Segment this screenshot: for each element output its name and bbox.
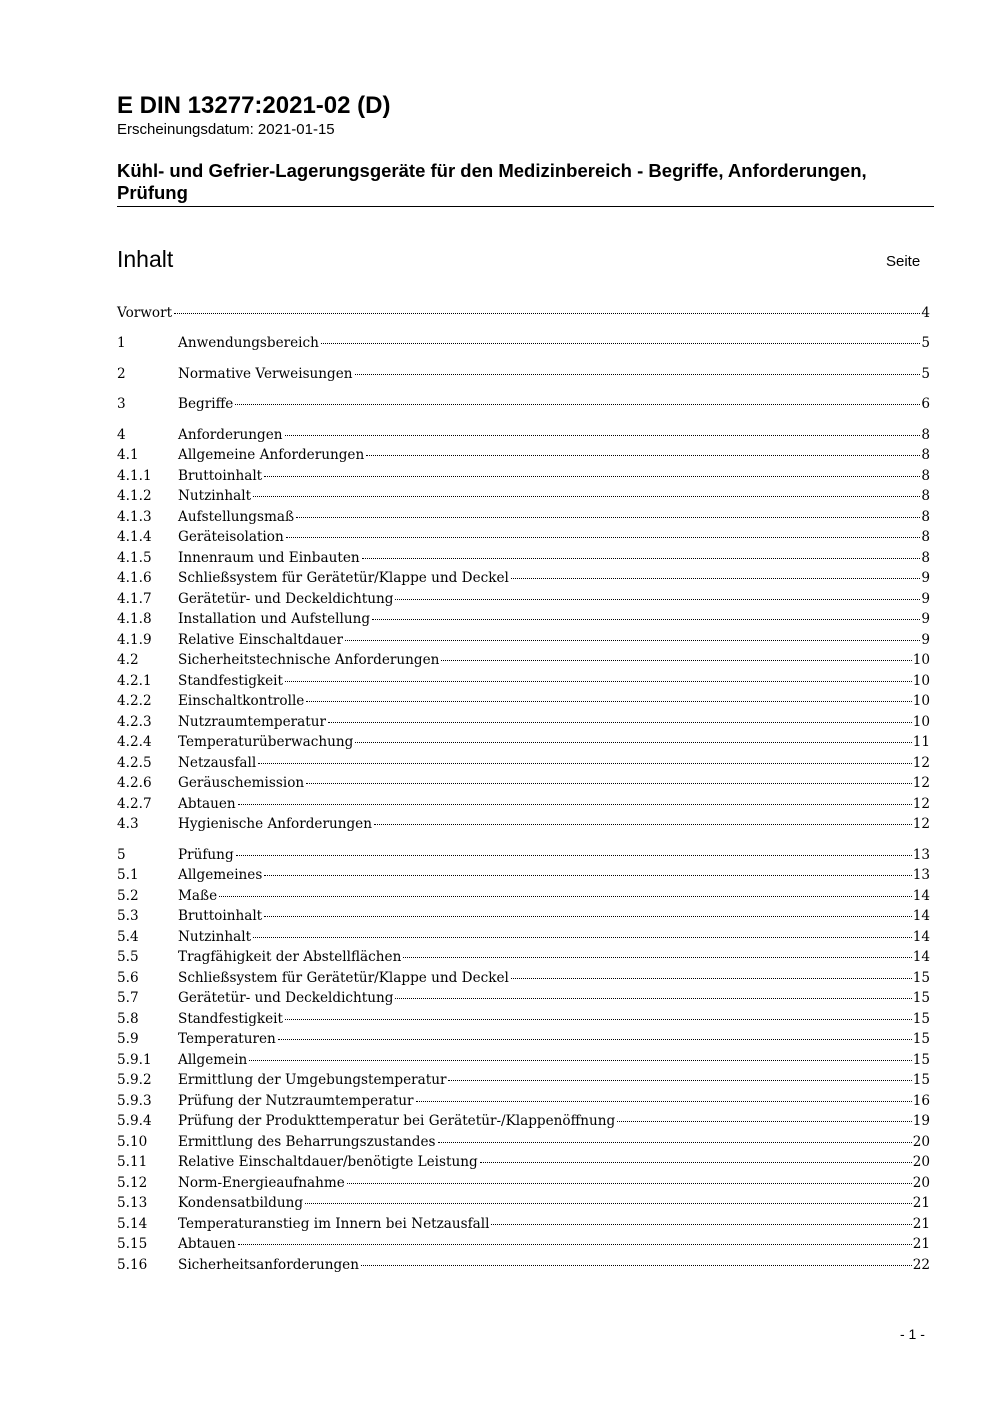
- toc-entry[interactable]: [117, 548, 930, 568]
- toc-dot-leader: [219, 895, 912, 897]
- toc-entry-title: Kondensatbildung: [178, 1195, 304, 1211]
- toc-entry-page: 8: [921, 529, 930, 545]
- toc-entry[interactable]: [117, 968, 930, 988]
- toc-entry-title: Sicherheitstechnische Anforderungen: [178, 652, 440, 668]
- toc-entry-number: 5.14: [117, 1216, 148, 1232]
- toc-entry[interactable]: [117, 425, 930, 445]
- toc-dot-leader: [395, 598, 920, 600]
- toc-dot-leader: [258, 762, 911, 764]
- toc-dot-leader: [306, 782, 912, 784]
- toc-entry[interactable]: [117, 303, 930, 323]
- toc-entry[interactable]: [117, 1070, 930, 1090]
- toc-entry-title: Netzausfall: [178, 755, 257, 771]
- toc-entry[interactable]: [117, 507, 930, 527]
- toc-entry[interactable]: [117, 753, 930, 773]
- toc-entry[interactable]: [117, 1111, 930, 1131]
- toc-dot-leader: [361, 1264, 912, 1266]
- toc-dot-leader: [617, 1120, 911, 1122]
- toc-dot-leader: [355, 741, 911, 743]
- toc-entry-title: Anwendungsbereich: [178, 335, 319, 351]
- toc-entry-page: 8: [921, 468, 930, 484]
- toc-entry[interactable]: [117, 927, 930, 947]
- toc-entry-title: Normative Verweisungen: [178, 366, 353, 382]
- toc-entry-page: 8: [921, 447, 930, 463]
- toc-entry-page: 8: [921, 509, 930, 525]
- toc-entry-page: 8: [921, 550, 930, 566]
- toc-entry-number: 5.3: [117, 908, 139, 924]
- toc-entry-number: 5.11: [117, 1154, 148, 1170]
- toc-dot-leader: [253, 495, 920, 497]
- toc-entry[interactable]: [117, 1009, 930, 1029]
- toc-dot-leader: [236, 854, 912, 856]
- toc-dot-leader: [328, 721, 912, 723]
- toc-entry-title: Geräuschemission: [178, 775, 305, 791]
- toc-entry-number: 4.2.6: [117, 775, 152, 791]
- toc-dot-leader: [416, 1100, 912, 1102]
- toc-entry-number: 5.9.1: [117, 1052, 152, 1068]
- toc-entry-title: Temperaturanstieg im Innern bei Netzausfall: [178, 1216, 490, 1232]
- toc-dot-leader: [235, 403, 920, 405]
- toc-dot-leader: [448, 1079, 911, 1081]
- toc-entry-number: 4.2.7: [117, 796, 152, 812]
- toc-entry-title: Geräteisolation: [178, 529, 284, 545]
- toc-entry-number: 2: [117, 366, 126, 382]
- toc-entry[interactable]: [117, 712, 930, 732]
- toc-dot-leader: [264, 874, 911, 876]
- toc-entry[interactable]: [117, 1255, 930, 1275]
- toc-entry[interactable]: [117, 1091, 930, 1111]
- toc-dot-leader: [403, 956, 911, 958]
- toc-entry-page: 8: [921, 488, 930, 504]
- toc-dot-leader: [345, 639, 920, 641]
- toc-entry-number: 4.1: [117, 447, 139, 463]
- document-id: E DIN 13277:2021-02 (D): [117, 92, 391, 119]
- toc-entry[interactable]: [117, 814, 930, 834]
- toc-entry-number: 4.2: [117, 652, 139, 668]
- toc-entry[interactable]: [117, 527, 930, 547]
- toc-entry-page: 12: [912, 775, 930, 791]
- toc-entry-title: Ermittlung des Beharrungszustandes: [178, 1134, 436, 1150]
- toc-entry-number: 4: [117, 427, 126, 443]
- toc-page-column-label: Seite: [886, 253, 921, 270]
- toc-entry-page: 12: [912, 796, 930, 812]
- toc-entry[interactable]: [117, 988, 930, 1008]
- toc-dot-leader: [491, 1223, 911, 1225]
- toc-entry-page: 21: [912, 1195, 930, 1211]
- toc-entry[interactable]: [117, 1029, 930, 1049]
- toc-dot-leader: [441, 659, 911, 661]
- toc-entry[interactable]: [117, 486, 930, 506]
- document-title: Kühl- und Gefrier-Lagerungsgeräte für den Medizinbereich - Begriffe, Anforderungen, Prüfung: [117, 160, 867, 203]
- toc-dot-leader: [285, 434, 921, 436]
- toc-entry-number: 5.9.4: [117, 1113, 152, 1129]
- toc-entry-title: Einschaltkontrolle: [178, 693, 305, 709]
- toc-entry-number: 4.1.9: [117, 632, 152, 648]
- toc-entry[interactable]: [117, 845, 930, 865]
- toc-entry-title: Standfestigkeit: [178, 673, 283, 689]
- toc-dot-leader: [285, 680, 912, 682]
- toc-dot-leader: [278, 1038, 912, 1040]
- toc-entry[interactable]: [117, 609, 930, 629]
- toc-dot-leader: [305, 1202, 912, 1204]
- toc-entry[interactable]: [117, 1132, 930, 1152]
- toc-entry-page: 12: [912, 816, 930, 832]
- toc-entry-title: Aufstellungsmaß: [178, 509, 295, 525]
- toc-entry-page: 5: [921, 335, 930, 351]
- toc-entry-title: Bruttoinhalt: [178, 908, 263, 924]
- toc-dot-leader: [362, 557, 921, 559]
- toc-entry-page: 6: [921, 396, 930, 412]
- toc-entry[interactable]: [117, 394, 930, 414]
- toc-entry-page: 9: [921, 591, 930, 607]
- toc-entry-page: 20: [912, 1175, 930, 1191]
- toc-entry-title: Nutzinhalt: [178, 929, 252, 945]
- toc-entry[interactable]: [117, 466, 930, 486]
- toc-entry-page: 21: [912, 1216, 930, 1232]
- toc-entry-page: 9: [921, 632, 930, 648]
- toc-entry-number: 3: [117, 396, 126, 412]
- toc-dot-leader: [374, 823, 912, 825]
- toc-entry[interactable]: [117, 794, 930, 814]
- toc-entry-page: 21: [912, 1236, 930, 1252]
- toc-dot-leader: [511, 977, 912, 979]
- toc-entry-page: 14: [912, 949, 930, 965]
- toc-entry-number: 5.2: [117, 888, 139, 904]
- toc-entry-title: Gerätetür- und Deckeldichtung: [178, 591, 394, 607]
- toc-entry-page: 15: [912, 1052, 930, 1068]
- toc-entry-page: 10: [912, 652, 930, 668]
- toc-entry-number: 5.15: [117, 1236, 148, 1252]
- toc-entry-title: Schließsystem für Gerätetür/Klappe und Deckel: [178, 570, 509, 586]
- toc-entry-title: Abtauen: [178, 796, 236, 812]
- toc-dot-leader: [355, 373, 921, 375]
- toc-entry-page: 11: [912, 734, 930, 750]
- toc-entry-number: 4.1.8: [117, 611, 152, 627]
- publication-date: Erscheinungsdatum: 2021-01-15: [117, 121, 335, 138]
- toc-entry-page: 4: [921, 305, 930, 321]
- toc-entry-number: 4.1.7: [117, 591, 152, 607]
- toc-entry[interactable]: [117, 650, 930, 670]
- toc-entry-number: 4.2.2: [117, 693, 152, 709]
- toc-entry-number: 5.10: [117, 1134, 148, 1150]
- toc-entry[interactable]: [117, 947, 930, 967]
- toc-dot-leader: [347, 1182, 912, 1184]
- toc-entry-number: 4.2.4: [117, 734, 152, 750]
- toc-entry-title: Installation und Aufstellung: [178, 611, 371, 627]
- toc-dot-leader: [264, 475, 920, 477]
- toc-entry[interactable]: [117, 1234, 930, 1254]
- toc-entry-page: 20: [912, 1134, 930, 1150]
- toc-entry-title: Allgemeines: [178, 867, 263, 883]
- toc-entry-title: Relative Einschaltdauer/benötigte Leistung: [178, 1154, 478, 1170]
- toc-entry-title: Sicherheitsanforderungen: [178, 1257, 359, 1273]
- toc-entry[interactable]: [117, 1214, 930, 1234]
- toc-entry[interactable]: [117, 630, 930, 650]
- toc-entry-number: 5.6: [117, 970, 139, 986]
- toc-dot-leader: [372, 618, 920, 620]
- toc-entry-title: Hygienische Anforderungen: [178, 816, 372, 832]
- toc-entry-page: 15: [912, 1072, 930, 1088]
- toc-entry-number: 5.8: [117, 1011, 139, 1027]
- toc-entry-page: 10: [912, 693, 930, 709]
- toc-dot-leader: [249, 1059, 911, 1061]
- toc-entry-number: 5.16: [117, 1257, 148, 1273]
- table-of-contents: [117, 0, 930, 1403]
- toc-entry-page: 9: [921, 611, 930, 627]
- toc-dot-leader: [238, 1243, 912, 1245]
- toc-entry-number: 4.2.1: [117, 673, 152, 689]
- toc-entry-title: Ermittlung der Umgebungstemperatur: [178, 1072, 447, 1088]
- toc-entry-page: 10: [912, 714, 930, 730]
- toc-entry[interactable]: [117, 1152, 930, 1172]
- toc-entry[interactable]: [117, 732, 930, 752]
- toc-entry-title: Gerätetür- und Deckeldichtung: [178, 990, 394, 1006]
- toc-dot-leader: [321, 342, 920, 344]
- toc-entry-page: 16: [912, 1093, 930, 1109]
- toc-dot-leader: [366, 454, 920, 456]
- toc-entry-page: 15: [912, 990, 930, 1006]
- toc-entry-title: Begriffe: [178, 396, 234, 412]
- toc-entry-number: 5.7: [117, 990, 139, 1006]
- toc-entry-title: Schließsystem für Gerätetür/Klappe und Deckel: [178, 970, 509, 986]
- toc-entry-title: Allgemein: [178, 1052, 248, 1068]
- toc-entry-title: Allgemeine Anforderungen: [178, 447, 365, 463]
- page-number: - 1 -: [900, 1326, 925, 1342]
- toc-entry[interactable]: [117, 1193, 930, 1213]
- toc-entry-number: 5.9: [117, 1031, 139, 1047]
- toc-entry-title: Prüfung: [178, 847, 234, 863]
- toc-entry-title: Nutzinhalt: [178, 488, 252, 504]
- toc-entry-number: 4.1.4: [117, 529, 152, 545]
- toc-dot-leader: [480, 1161, 912, 1163]
- toc-entry-title: Standfestigkeit: [178, 1011, 283, 1027]
- toc-entry-title: Temperaturüberwachung: [178, 734, 354, 750]
- toc-dot-leader: [438, 1141, 912, 1143]
- toc-entry-number: 4.2.3: [117, 714, 152, 730]
- toc-entry-page: 19: [912, 1113, 930, 1129]
- toc-heading: Inhalt: [117, 246, 174, 272]
- toc-entry-number: 4.3: [117, 816, 139, 832]
- toc-entry[interactable]: [117, 886, 930, 906]
- toc-dot-leader: [296, 516, 920, 518]
- toc-entry-page: 14: [912, 929, 930, 945]
- toc-entry-number: 5: [117, 847, 126, 863]
- toc-entry[interactable]: [117, 906, 930, 926]
- toc-entry[interactable]: [117, 445, 930, 465]
- toc-entry-page: 13: [912, 847, 930, 863]
- toc-dot-leader: [511, 577, 920, 579]
- toc-entry[interactable]: [117, 691, 930, 711]
- toc-entry-number: 4.1.3: [117, 509, 152, 525]
- toc-entry-page: 15: [912, 970, 930, 986]
- toc-dot-leader: [264, 915, 912, 917]
- toc-entry-page: 12: [912, 755, 930, 771]
- toc-entry-title: Tragfähigkeit der Abstellflächen: [178, 949, 402, 965]
- toc-entry-number: 5.13: [117, 1195, 148, 1211]
- toc-entry-title: Temperaturen: [178, 1031, 276, 1047]
- toc-entry-title: Abtauen: [178, 1236, 236, 1252]
- toc-entry-number: 5.9.2: [117, 1072, 152, 1088]
- toc-entry-title: Maße: [178, 888, 218, 904]
- toc-entry-number: 5.12: [117, 1175, 148, 1191]
- toc-entry-number: 4.2.5: [117, 755, 152, 771]
- toc-entry-title: Anforderungen: [178, 427, 283, 443]
- toc-entry-page: 15: [912, 1031, 930, 1047]
- toc-entry-number: 1: [117, 335, 126, 351]
- toc-entry-number: 4.1.6: [117, 570, 152, 586]
- toc-dot-leader: [285, 1018, 912, 1020]
- toc-dot-leader: [174, 312, 920, 314]
- toc-dot-leader: [306, 700, 911, 702]
- toc-entry-page: 22: [912, 1257, 930, 1273]
- toc-dot-leader: [395, 997, 911, 999]
- toc-entry-page: 8: [921, 427, 930, 443]
- toc-entry-page: 10: [912, 673, 930, 689]
- toc-entry-page: 20: [912, 1154, 930, 1170]
- toc-entry-title: Prüfung der Nutzraumtemperatur: [178, 1093, 414, 1109]
- toc-entry-title: Innenraum und Einbauten: [178, 550, 360, 566]
- toc-entry[interactable]: [117, 364, 930, 384]
- toc-dot-leader: [238, 803, 912, 805]
- toc-entry-title: Nutzraumtemperatur: [178, 714, 326, 730]
- toc-entry-page: 13: [912, 867, 930, 883]
- toc-entry-title: Relative Einschaltdauer: [178, 632, 343, 648]
- toc-entry[interactable]: [117, 865, 930, 885]
- toc-entry-number: 4.1.2: [117, 488, 152, 504]
- toc-entry-number: 5.1: [117, 867, 139, 883]
- toc-entry-page: 14: [912, 908, 930, 924]
- toc-entry-number: 5.9.3: [117, 1093, 152, 1109]
- toc-entry-page: 15: [912, 1011, 930, 1027]
- toc-dot-leader: [253, 936, 912, 938]
- toc-entry-page: 14: [912, 888, 930, 904]
- toc-entry[interactable]: [117, 773, 930, 793]
- toc-entry[interactable]: [117, 1050, 930, 1070]
- toc-entry[interactable]: [117, 589, 930, 609]
- toc-entry-title: Vorwort: [117, 305, 173, 321]
- toc-entry-number: 5.5: [117, 949, 139, 965]
- toc-entry-number: 4.1.5: [117, 550, 152, 566]
- toc-entry-title: Prüfung der Produkttemperatur bei Gerätetür-/Klappenöffnung: [178, 1113, 616, 1129]
- toc-dot-leader: [286, 536, 921, 538]
- toc-entry[interactable]: [117, 333, 930, 353]
- toc-entry[interactable]: [117, 1173, 930, 1193]
- toc-entry-page: 5: [921, 366, 930, 382]
- toc-entry-title: Bruttoinhalt: [178, 468, 263, 484]
- toc-entry-number: 5.4: [117, 929, 139, 945]
- toc-entry-number: 4.1.1: [117, 468, 152, 484]
- toc-entry-page: 9: [921, 570, 930, 586]
- toc-entry-title: Norm-Energieaufnahme: [178, 1175, 345, 1191]
- toc-entry[interactable]: [117, 671, 930, 691]
- toc-entry[interactable]: [117, 568, 930, 588]
